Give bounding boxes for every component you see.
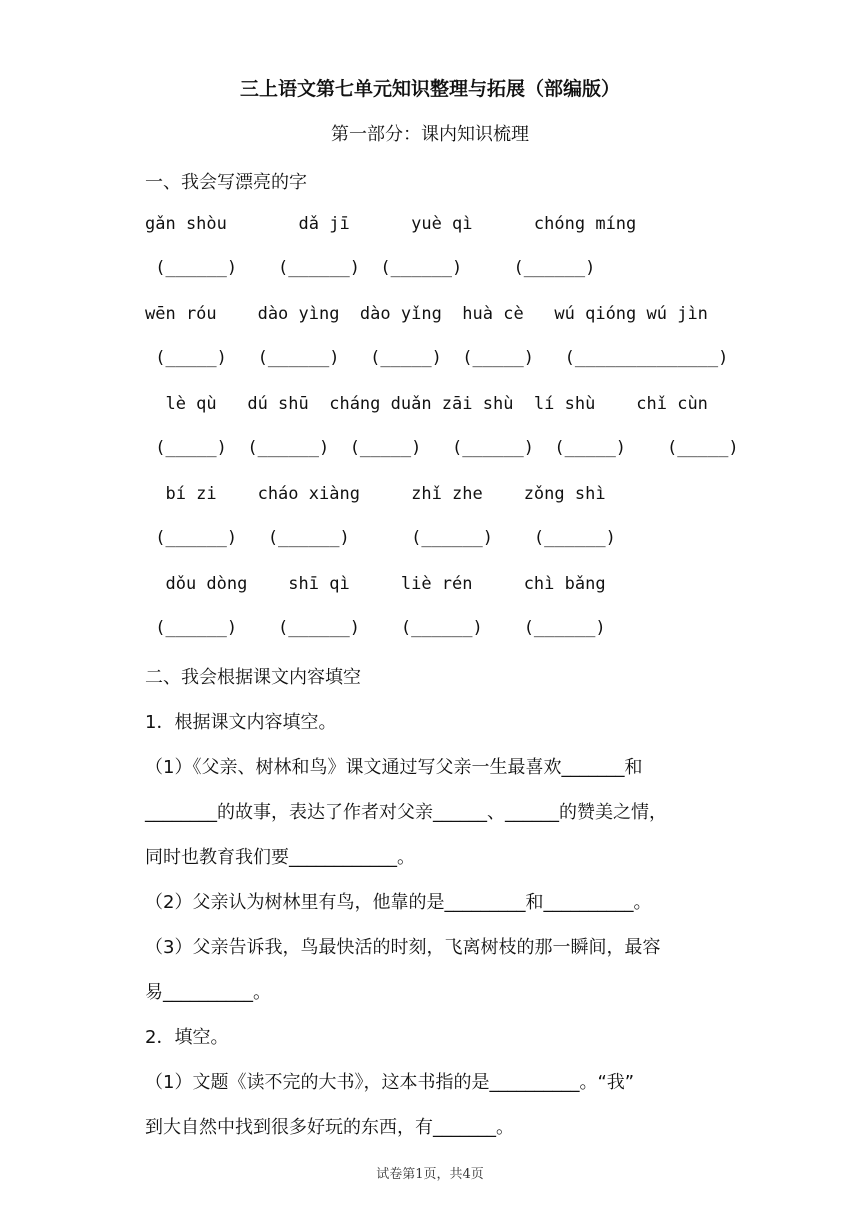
- answer-blanks-row[interactable]: (______) (______) (______) (______): [145, 258, 596, 278]
- question-line: 易__________。: [145, 982, 271, 1003]
- question-line: （1）《父亲、树林和鸟》课文通过写父亲一生最喜欢_______和: [145, 757, 643, 778]
- question-line: （1）文题《读不完的大书》，这本书指的是__________。“我”: [145, 1072, 635, 1093]
- pinyin-row: dǒu dòng shī qì liè rén chì bǎng: [145, 574, 606, 594]
- page-footer: 试卷第1页，共4页: [376, 1167, 484, 1182]
- pinyin-row: lè qù dú shū cháng duǎn zāi shù lí shù chǐ cùn: [145, 394, 708, 414]
- pinyin-row: bí zi cháo xiàng zhǐ zhe zǒng shì: [145, 484, 606, 504]
- question-line: （2）父亲认为树林里有鸟，他靠的是_________和__________。: [145, 892, 652, 913]
- answer-blanks-row[interactable]: (______) (______) (______) (______): [145, 618, 606, 638]
- section-heading-fill-in: 二、我会根据课文内容填空: [145, 667, 361, 688]
- question-line: （3）父亲告诉我，鸟最快活的时刻，飞离树枝的那一瞬间，最容: [145, 937, 661, 958]
- question-number: 1．根据课文内容填空。: [145, 712, 337, 733]
- answer-blanks-row[interactable]: (______) (______) (______) (______): [145, 528, 616, 548]
- question-line: 到大自然中找到很多好玩的东西，有_______。: [145, 1117, 514, 1138]
- pinyin-row: gǎn shòu dǎ jī yuè qì chóng míng: [145, 214, 637, 234]
- answer-blanks-row[interactable]: (_____) (______) (_____) (______) (_____) (_____): [145, 438, 739, 458]
- question-line: ________的故事，表达了作者对父亲______、______的赞美之情，: [145, 802, 667, 823]
- section-heading-writing: 一、我会写漂亮的字: [145, 172, 307, 193]
- answer-blanks-row[interactable]: (_____) (______) (_____) (_____) (______________): [145, 348, 729, 368]
- part-title: 第一部分：课内知识梳理: [331, 124, 529, 145]
- question-number: 2．填空。: [145, 1027, 229, 1048]
- pinyin-row: wēn róu dào yìng dào yǐng huà cè wú qióng wú jìn: [145, 304, 708, 324]
- question-line: 同时也教育我们要____________。: [145, 847, 415, 868]
- page-title: 三上语文第七单元知识整理与拓展（部编版）: [239, 78, 620, 100]
